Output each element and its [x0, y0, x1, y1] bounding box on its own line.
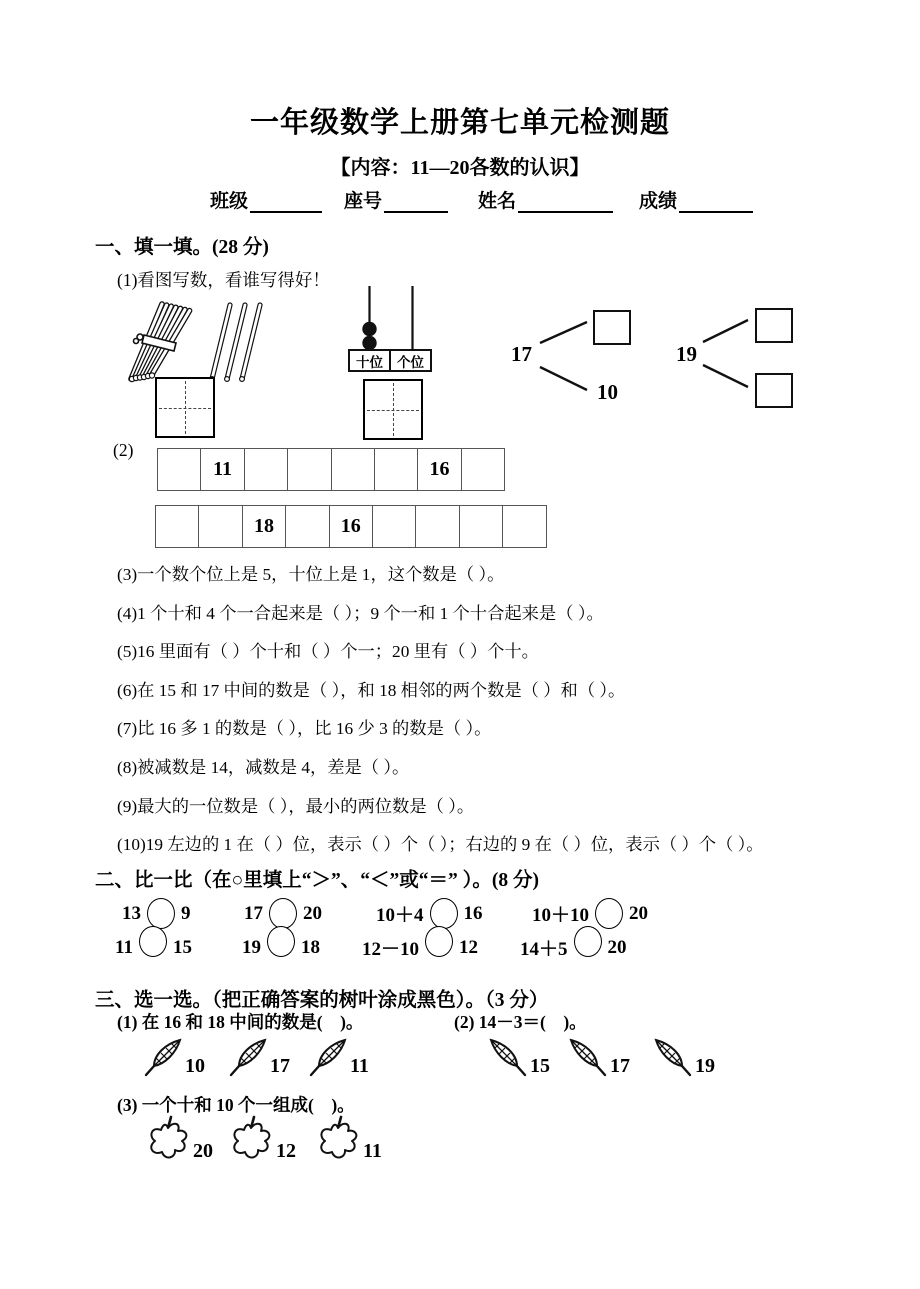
leaf-option[interactable] [228, 1038, 290, 1078]
field-class-blank[interactable] [250, 191, 322, 213]
compare-left: 12－10 [362, 939, 420, 960]
field-class-label: 班级 [210, 191, 249, 212]
leaf-option-value: 11 [363, 1140, 382, 1162]
maple-leaf-option[interactable] [145, 1115, 213, 1163]
seq2-cell[interactable] [416, 506, 459, 547]
question-6: (6)在 15 和 17 中间的数是（ ），和 18 相邻的两个数是（ ）和（ ）。 [117, 680, 626, 700]
section3-heading: 三、选一选。（把正确答案的树叶涂成黑色）。（3 分） [95, 990, 549, 1011]
q1-label: (1)看图写数，看谁写得好！ [117, 270, 330, 290]
maple-leaf-icon [145, 1115, 191, 1163]
seq1-cell[interactable]: 11 [201, 449, 244, 490]
compare-right: 18 [301, 936, 320, 958]
compare-item [520, 932, 627, 963]
compare-right: 9 [181, 902, 191, 924]
leaf-option-value: 15 [530, 1055, 550, 1077]
field-score-label: 成绩 [639, 191, 678, 212]
compare-right: 20 [607, 936, 627, 958]
field-score-blank[interactable] [679, 191, 753, 213]
compare-circle[interactable] [147, 898, 175, 929]
leaf-option[interactable] [308, 1038, 369, 1078]
seq1-cell[interactable] [332, 449, 375, 490]
maple-leaf-icon [315, 1115, 361, 1163]
section1-heading: 一、填一填。(28 分) [95, 237, 269, 258]
seq2-cell[interactable] [373, 506, 416, 547]
abacus-figure [348, 286, 436, 374]
compare-left: 14＋5 [520, 939, 568, 960]
q2-label: (2) [113, 440, 134, 460]
leaf-option-value: 12 [276, 1140, 296, 1162]
compare-circle[interactable] [574, 926, 602, 957]
compare-right: 20 [629, 902, 649, 924]
compare-circle[interactable] [267, 926, 295, 957]
abacus-rods-beads [348, 286, 436, 350]
compare-circle[interactable] [139, 926, 167, 957]
leaf-option[interactable] [568, 1038, 630, 1078]
leaf-icon [653, 1038, 693, 1078]
compare-item [242, 932, 320, 963]
seq1-cell[interactable]: 16 [418, 449, 461, 490]
question-8: (8)被减数是 14，减数是 4，差是（ ）。 [117, 757, 410, 777]
decomposition-19-number: 19 [676, 342, 697, 366]
decomposition-17-part: 10 [597, 380, 618, 404]
seq2-cell[interactable] [156, 506, 199, 547]
seq1-cell[interactable] [462, 449, 504, 490]
leaf-icon [228, 1038, 268, 1078]
compare-item [362, 932, 478, 963]
field-score [639, 186, 753, 212]
choose-q3-label: (3) 一个十和 10 个一组成( )。 [117, 1095, 355, 1115]
abacus-tens-label: 十位 [348, 349, 391, 372]
sequence-table-2 [155, 505, 547, 548]
compare-item [376, 898, 483, 929]
leaf-option-value: 17 [610, 1055, 630, 1077]
seq1-cell[interactable] [158, 449, 201, 490]
field-seat-label: 座号 [344, 191, 383, 212]
leaf-option-value: 17 [270, 1055, 290, 1077]
compare-circle[interactable] [269, 898, 297, 929]
decomposition-17-answer-box[interactable] [593, 310, 631, 345]
question-5: (5)16 里面有（ ）个十和（ ）个一；20 里有（ ）个十。 [117, 642, 539, 662]
compare-right: 16 [463, 902, 483, 924]
compare-item [532, 898, 648, 929]
sticks-bundle-figure [118, 291, 283, 389]
fill-in-questions [117, 556, 764, 865]
seq2-cell[interactable] [503, 506, 545, 547]
compare-left: 11 [115, 936, 133, 958]
compare-item [122, 898, 191, 929]
seq1-cell[interactable] [288, 449, 331, 490]
field-class [210, 186, 322, 212]
question-4: (4)1 个十和 4 个一合起来是（ ）；9 个一和 1 个十合起来是（ ）。 [117, 603, 604, 623]
compare-right: 15 [172, 936, 192, 958]
leaf-option[interactable] [488, 1038, 550, 1078]
field-name [478, 186, 613, 212]
seq1-cell[interactable] [245, 449, 288, 490]
seq2-cell[interactable] [286, 506, 329, 547]
seq1-cell[interactable] [375, 449, 418, 490]
abacus-ones-label: 个位 [391, 349, 432, 372]
leaf-option-value: 20 [193, 1140, 213, 1162]
seq2-cell[interactable]: 18 [243, 506, 286, 547]
page-subtitle: 【内容：11—20各数的认识】 [330, 157, 590, 179]
leaf-option-value: 10 [185, 1055, 205, 1077]
leaf-icon [308, 1038, 348, 1078]
compare-right: 12 [459, 936, 479, 958]
seq2-cell[interactable] [460, 506, 503, 547]
decomposition-19 [660, 290, 800, 410]
field-seat-blank[interactable] [384, 191, 448, 213]
question-9: (9)最大的一位数是（ ），最小的两位数是（ ）。 [117, 796, 475, 816]
leaf-option[interactable] [143, 1038, 205, 1078]
abacus-place-labels [348, 349, 432, 372]
question-3: (3)一个数个位上是 5，十位上是 1，这个数是（ ）。 [117, 565, 505, 584]
compare-item [244, 898, 322, 929]
decomposition-19-answer-box-top[interactable] [755, 308, 793, 343]
writing-box-sticks[interactable] [155, 377, 215, 438]
page-title: 一年级数学上册第七单元检测题 [249, 107, 670, 139]
compare-left: 17 [244, 902, 263, 924]
leaf-icon [488, 1038, 528, 1078]
leaf-option[interactable] [653, 1038, 715, 1078]
field-name-blank[interactable] [518, 191, 613, 213]
leaf-icon [143, 1038, 183, 1078]
seq2-cell[interactable] [199, 506, 242, 547]
seq2-cell[interactable]: 16 [330, 506, 373, 547]
decomposition-17-number: 17 [511, 342, 532, 366]
compare-left: 13 [122, 902, 141, 924]
leaf-option-value: 19 [695, 1055, 715, 1077]
compare-circle[interactable] [430, 898, 458, 929]
maple-leaf-option[interactable] [315, 1115, 382, 1163]
field-seat [344, 186, 448, 212]
maple-leaf-option[interactable] [228, 1115, 296, 1163]
compare-circle[interactable] [425, 926, 453, 957]
question-7: (7)比 16 多 1 的数是（ ），比 16 少 3 的数是（ ）。 [117, 719, 492, 739]
compare-left: 10＋4 [376, 905, 424, 926]
leaf-option-value: 11 [350, 1055, 369, 1077]
compare-left: 10＋10 [532, 905, 590, 926]
decomposition-17 [495, 295, 640, 410]
compare-right: 20 [303, 902, 322, 924]
sequence-table-1 [157, 448, 505, 491]
decomposition-19-answer-box-bottom[interactable] [755, 373, 793, 408]
field-name-label: 姓名 [478, 191, 517, 212]
question-10: (10)19 左边的 1 在（ ）位，表示（ ）个（ ）；右边的 9 在（ ）位，表示（ ）个（ ）。 [117, 835, 764, 855]
compare-circle[interactable] [595, 898, 623, 929]
compare-item [115, 932, 192, 963]
writing-box-abacus[interactable] [363, 379, 423, 440]
compare-left: 19 [242, 936, 261, 958]
section2-heading: 二、比一比（在○里填上“＞”、“＜”或“＝” ）。(8 分) [95, 870, 540, 891]
leaf-icon [568, 1038, 608, 1078]
choose-q2-label: (2) 14－3＝( )。 [454, 1012, 587, 1032]
maple-leaf-icon [228, 1115, 274, 1163]
choose-q1-label: (1) 在 16 和 18 中间的数是( )。 [117, 1012, 364, 1032]
